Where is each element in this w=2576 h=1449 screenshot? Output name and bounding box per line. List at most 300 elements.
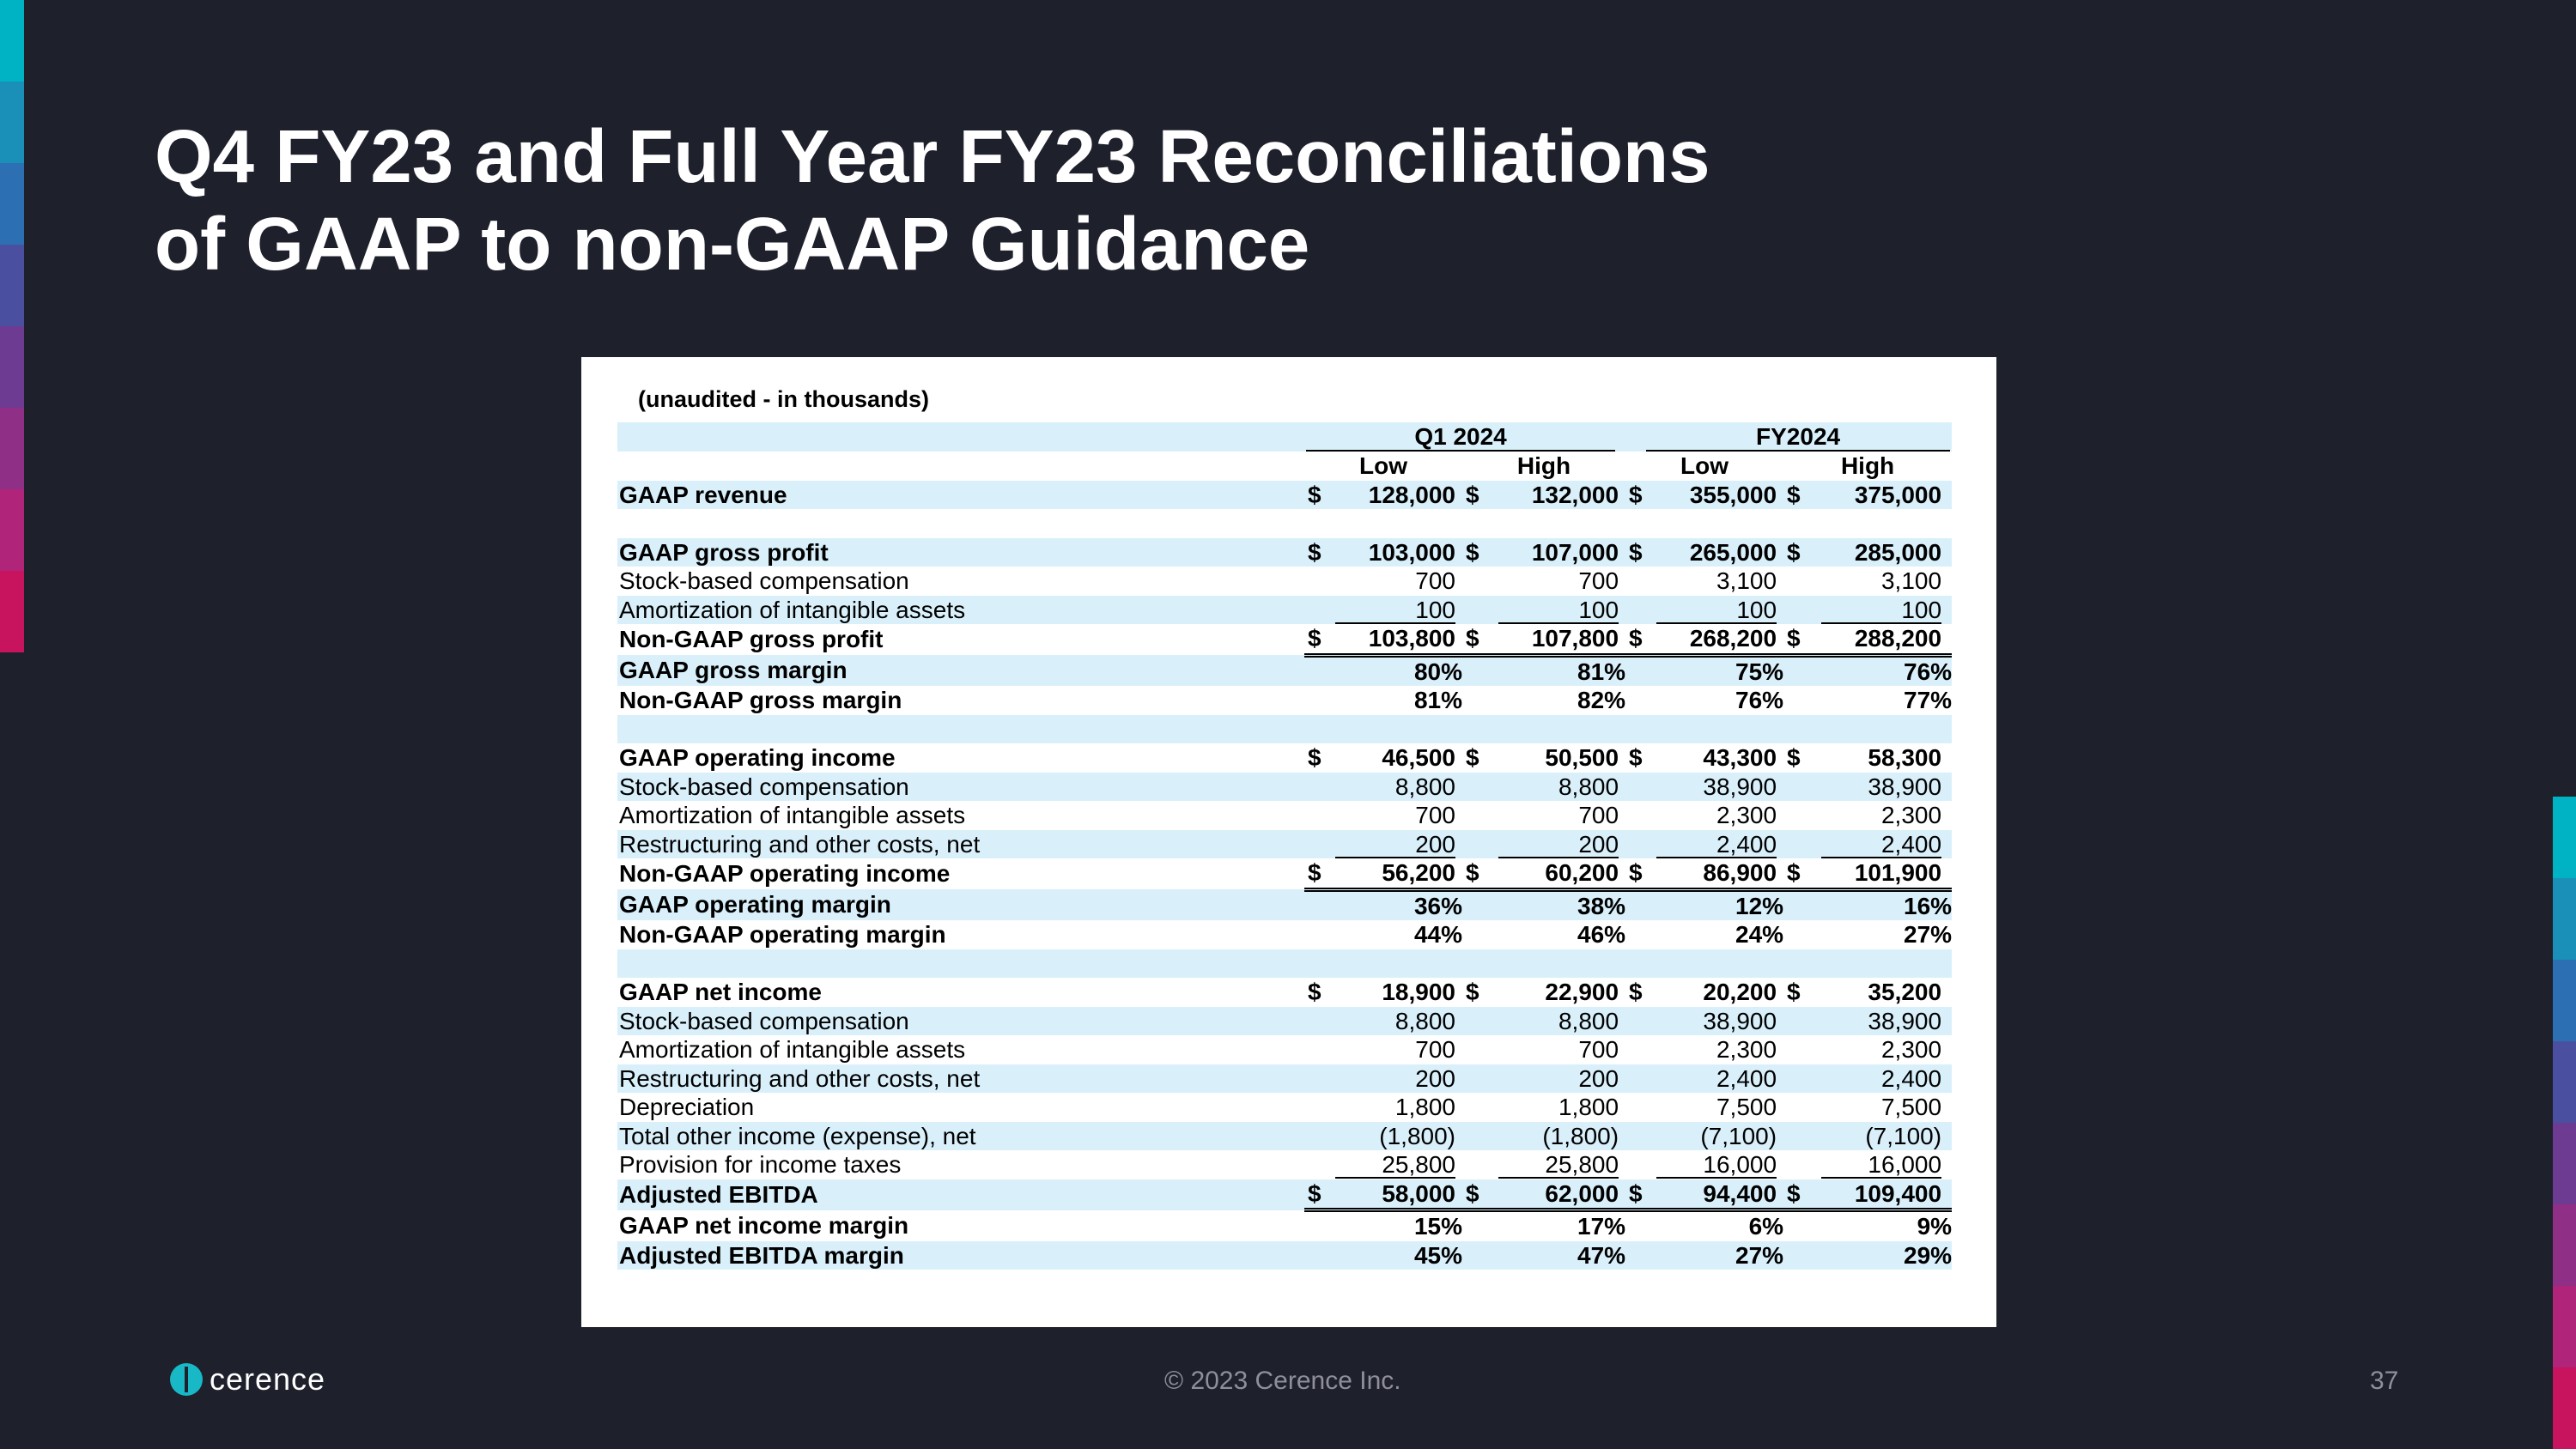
table-row bbox=[617, 1179, 1952, 1210]
currency-cell: $ bbox=[1304, 481, 1334, 510]
currency-cell: $ bbox=[1625, 624, 1655, 655]
currency-cell bbox=[1462, 567, 1492, 596]
value-cell: 265,000 bbox=[1655, 538, 1783, 567]
value-cell: 77% bbox=[1904, 687, 1953, 713]
value-cell: 1,800 bbox=[1558, 1094, 1619, 1120]
value-cell: 700 bbox=[1578, 567, 1619, 594]
table-row bbox=[617, 1241, 1952, 1270]
value-cell: 38,900 bbox=[1655, 773, 1783, 802]
currency-cell bbox=[1783, 567, 1813, 596]
currency-cell bbox=[1625, 773, 1655, 802]
accent-segment bbox=[2553, 1041, 2576, 1123]
accent-segment bbox=[2553, 797, 2576, 878]
currency-cell bbox=[1783, 830, 1813, 859]
currency-cell bbox=[1625, 655, 1655, 686]
currency-cell bbox=[1304, 596, 1334, 625]
currency-cell: $ bbox=[1629, 744, 1643, 771]
value-cell: 700 bbox=[1415, 1036, 1455, 1063]
value-text: 100 bbox=[1656, 598, 1777, 624]
value-cell: 8,800 bbox=[1334, 1007, 1462, 1036]
value-cell: 24% bbox=[1735, 921, 1784, 948]
slide-title-line-2: of GAAP to non-GAAP Guidance bbox=[155, 203, 1310, 286]
currency-cell: $ bbox=[1308, 744, 1321, 771]
currency-cell bbox=[1304, 830, 1334, 859]
currency-cell bbox=[1462, 920, 1492, 949]
table-row bbox=[617, 686, 1952, 715]
copyright-notice: © 2023 Cerence Inc. bbox=[1164, 1367, 1401, 1395]
row-label: Total other income (expense), net bbox=[617, 1122, 1304, 1151]
value-cell: 103,800 bbox=[1334, 624, 1462, 655]
row-label: GAAP operating income bbox=[619, 744, 896, 771]
currency-cell: $ bbox=[1625, 481, 1655, 510]
currency-cell: $ bbox=[1783, 481, 1813, 510]
value-cell bbox=[1492, 830, 1625, 859]
row-label: Non-GAAP operating margin bbox=[619, 921, 946, 948]
value-cell: 50,500 bbox=[1545, 744, 1619, 771]
row-label: Stock-based compensation bbox=[619, 567, 909, 594]
currency-cell: $ bbox=[1787, 744, 1801, 771]
currency-cell bbox=[1783, 1007, 1813, 1036]
cerence-logo bbox=[170, 1361, 325, 1397]
value-cell: 94,400 bbox=[1655, 1179, 1783, 1210]
currency-cell bbox=[1304, 1122, 1334, 1151]
currency-cell bbox=[1783, 1064, 1813, 1094]
currency-cell: $ bbox=[1625, 858, 1655, 889]
subheader bbox=[1625, 452, 1783, 481]
currency-cell: $ bbox=[1625, 1179, 1655, 1210]
currency-cell: $ bbox=[1462, 858, 1492, 889]
currency-cell: $ bbox=[1783, 624, 1813, 655]
subheader bbox=[1462, 452, 1625, 481]
logo-text: cerence bbox=[210, 1361, 326, 1397]
value-cell: 7,500 bbox=[1716, 1094, 1777, 1120]
value-cell: 1,800 bbox=[1394, 1094, 1455, 1120]
value-text: 16,000 bbox=[1821, 1153, 1941, 1179]
slide-title bbox=[155, 113, 1710, 288]
value-cell: 38% bbox=[1492, 889, 1625, 920]
value-cell bbox=[1492, 596, 1625, 625]
value-cell: 2,300 bbox=[1716, 1036, 1777, 1063]
table-row bbox=[617, 889, 1952, 920]
accent-segment bbox=[2553, 1123, 2576, 1204]
currency-cell: $ bbox=[1304, 858, 1334, 889]
currency-cell: $ bbox=[1783, 1179, 1813, 1210]
value-cell: 76% bbox=[1813, 655, 1952, 686]
row-label: GAAP net income bbox=[619, 979, 822, 1005]
row-label: Stock-based compensation bbox=[617, 773, 1304, 802]
currency-cell bbox=[1462, 1150, 1492, 1179]
value-cell: 8,800 bbox=[1492, 1007, 1625, 1036]
accent-segment bbox=[0, 82, 24, 163]
table-subtitle: (unaudited - in thousands) bbox=[638, 386, 929, 412]
value-cell: 17% bbox=[1577, 1213, 1626, 1240]
row-label: GAAP revenue bbox=[617, 481, 1304, 510]
value-cell: 128,000 bbox=[1334, 481, 1462, 510]
value-cell: 2,400 bbox=[1813, 1064, 1952, 1094]
currency-cell bbox=[1625, 830, 1655, 859]
table-row bbox=[617, 830, 1952, 859]
value-cell: 38,900 bbox=[1655, 1007, 1783, 1036]
table-row bbox=[617, 920, 1952, 949]
value-cell: 80% bbox=[1334, 655, 1462, 686]
value-cell: (7,100) bbox=[1813, 1122, 1952, 1151]
currency-cell: $ bbox=[1308, 979, 1321, 1005]
value-cell: 2,300 bbox=[1880, 802, 1942, 828]
value-cell: 45% bbox=[1334, 1241, 1462, 1270]
accent-segment bbox=[0, 245, 24, 326]
row-label: Provision for income taxes bbox=[619, 1151, 902, 1178]
value-cell: 109,400 bbox=[1813, 1179, 1952, 1210]
value-cell: 288,200 bbox=[1813, 624, 1952, 655]
value-cell: 38,900 bbox=[1813, 1007, 1952, 1036]
value-cell: 16% bbox=[1813, 889, 1952, 920]
currency-cell bbox=[1783, 889, 1813, 920]
accent-segment bbox=[0, 489, 24, 571]
currency-cell bbox=[1462, 1241, 1492, 1270]
table-row bbox=[617, 481, 1952, 510]
value-cell bbox=[1334, 1150, 1462, 1179]
currency-cell bbox=[1462, 1064, 1492, 1094]
row-label: Non-GAAP gross margin bbox=[619, 687, 902, 713]
currency-cell bbox=[1625, 1093, 1655, 1122]
row-label: Stock-based compensation bbox=[617, 1007, 1304, 1036]
value-text: 200 bbox=[1335, 833, 1455, 858]
value-text: 2,400 bbox=[1821, 833, 1941, 858]
period-header-row bbox=[617, 422, 1952, 452]
row-label: Adjusted EBITDA margin bbox=[617, 1241, 1304, 1270]
value-cell: 3,100 bbox=[1716, 567, 1777, 594]
left-accent-strip bbox=[0, 0, 24, 652]
reconciliation-table bbox=[617, 422, 1952, 1270]
period-header bbox=[1304, 422, 1625, 452]
currency-cell bbox=[1304, 567, 1334, 596]
value-text: 200 bbox=[1498, 833, 1619, 858]
value-text: 100 bbox=[1335, 598, 1455, 624]
currency-cell: $ bbox=[1783, 538, 1813, 567]
slide-title-line-1: Q4 FY23 and Full Year FY23 Reconciliations bbox=[155, 115, 1710, 198]
value-cell: 75% bbox=[1655, 655, 1783, 686]
accent-segment bbox=[0, 163, 24, 245]
currency-cell bbox=[1462, 1007, 1492, 1036]
currency-cell: $ bbox=[1462, 481, 1492, 510]
currency-cell bbox=[1304, 1035, 1334, 1064]
value-cell: (7,100) bbox=[1655, 1122, 1783, 1151]
cerence-logo-icon bbox=[170, 1363, 203, 1396]
currency-cell bbox=[1783, 1093, 1813, 1122]
row-label: Amortization of intangible assets bbox=[617, 596, 1304, 625]
currency-cell bbox=[1783, 1035, 1813, 1064]
value-cell: 15% bbox=[1413, 1213, 1462, 1240]
value-cell bbox=[1655, 596, 1783, 625]
spacer-row bbox=[617, 949, 1952, 979]
empty-cell bbox=[617, 452, 1304, 481]
row-label: GAAP gross profit bbox=[617, 538, 1304, 567]
currency-cell bbox=[1625, 567, 1655, 596]
value-cell: 103,000 bbox=[1334, 538, 1462, 567]
currency-cell bbox=[1625, 1122, 1655, 1151]
subheader bbox=[1304, 452, 1462, 481]
value-cell: 2,400 bbox=[1655, 1064, 1783, 1094]
value-cell: (1,800) bbox=[1492, 1122, 1625, 1151]
value-cell: 56,200 bbox=[1334, 858, 1462, 889]
subheader-label: High bbox=[1840, 452, 1895, 479]
currency-cell: $ bbox=[1625, 538, 1655, 567]
currency-cell bbox=[1462, 1210, 1492, 1241]
value-cell: 107,000 bbox=[1492, 538, 1625, 567]
accent-segment bbox=[2553, 1204, 2576, 1286]
currency-cell: $ bbox=[1629, 979, 1643, 1005]
row-label: GAAP gross margin bbox=[617, 655, 1304, 686]
row-label: Adjusted EBITDA bbox=[617, 1179, 1304, 1210]
value-text: 100 bbox=[1498, 598, 1619, 624]
currency-cell bbox=[1304, 1064, 1334, 1094]
accent-segment bbox=[2553, 878, 2576, 960]
currency-cell bbox=[1783, 596, 1813, 625]
value-cell: 2,300 bbox=[1880, 1036, 1942, 1063]
currency-cell bbox=[1783, 1210, 1813, 1241]
subheader-row bbox=[617, 452, 1952, 481]
reconciliation-panel bbox=[581, 357, 1996, 1327]
row-label: Depreciation bbox=[619, 1094, 755, 1120]
currency-cell bbox=[1462, 1122, 1492, 1151]
table-row bbox=[617, 567, 1952, 596]
currency-cell bbox=[1783, 773, 1813, 802]
value-cell: 58,000 bbox=[1334, 1179, 1462, 1210]
value-cell: 700 bbox=[1578, 802, 1619, 828]
currency-cell bbox=[1625, 1035, 1655, 1064]
table-row bbox=[617, 801, 1952, 830]
value-cell: 47% bbox=[1492, 1241, 1625, 1270]
currency-cell bbox=[1783, 920, 1813, 949]
currency-cell: $ bbox=[1462, 624, 1492, 655]
currency-cell: $ bbox=[1304, 624, 1334, 655]
value-cell bbox=[1655, 1150, 1783, 1179]
currency-cell bbox=[1625, 1007, 1655, 1036]
currency-cell bbox=[1783, 1122, 1813, 1151]
value-cell: 375,000 bbox=[1813, 481, 1952, 510]
value-cell: 27% bbox=[1655, 1241, 1783, 1270]
spacer-cell bbox=[617, 715, 1952, 744]
value-cell: 22,900 bbox=[1545, 979, 1619, 1005]
subheader bbox=[1783, 452, 1952, 481]
accent-segment bbox=[0, 408, 24, 489]
row-label: Amortization of intangible assets bbox=[619, 802, 966, 828]
value-cell: 101,900 bbox=[1813, 858, 1952, 889]
currency-cell bbox=[1462, 889, 1492, 920]
currency-cell bbox=[1625, 1241, 1655, 1270]
value-cell: 35,200 bbox=[1868, 979, 1942, 1005]
table-row bbox=[617, 1064, 1952, 1094]
value-cell: 38,900 bbox=[1813, 773, 1952, 802]
currency-cell bbox=[1625, 1210, 1655, 1241]
period-header bbox=[1625, 422, 1952, 452]
subheader-label: Low bbox=[1680, 452, 1729, 479]
currency-cell bbox=[1625, 801, 1655, 830]
row-label: GAAP operating margin bbox=[617, 889, 1304, 920]
currency-cell: $ bbox=[1304, 1179, 1334, 1210]
value-cell bbox=[1334, 830, 1462, 859]
value-cell: 12% bbox=[1655, 889, 1783, 920]
currency-cell bbox=[1462, 686, 1492, 715]
value-cell: 8,800 bbox=[1492, 773, 1625, 802]
accent-segment bbox=[0, 326, 24, 408]
value-cell: 200 bbox=[1334, 1064, 1462, 1094]
value-cell: 3,100 bbox=[1880, 567, 1942, 594]
value-cell: 43,300 bbox=[1703, 744, 1777, 771]
currency-cell: $ bbox=[1787, 979, 1801, 1005]
value-cell: 285,000 bbox=[1813, 538, 1952, 567]
table-row bbox=[617, 1150, 1952, 1179]
table-row bbox=[617, 1007, 1952, 1036]
value-cell: 81% bbox=[1492, 655, 1625, 686]
currency-cell bbox=[1304, 1210, 1334, 1241]
currency-cell bbox=[1625, 889, 1655, 920]
value-cell: 6% bbox=[1748, 1213, 1784, 1240]
currency-cell bbox=[1304, 686, 1334, 715]
currency-cell bbox=[1462, 596, 1492, 625]
currency-cell bbox=[1783, 801, 1813, 830]
value-cell: 107,800 bbox=[1492, 624, 1625, 655]
currency-cell bbox=[1304, 655, 1334, 686]
subheader-label: Low bbox=[1359, 452, 1407, 479]
currency-cell bbox=[1625, 1064, 1655, 1094]
empty-cell bbox=[617, 422, 1304, 452]
table-row bbox=[617, 1122, 1952, 1151]
currency-cell bbox=[1783, 686, 1813, 715]
currency-cell bbox=[1625, 596, 1655, 625]
value-cell bbox=[1813, 596, 1952, 625]
currency-cell bbox=[1462, 1035, 1492, 1064]
table-row bbox=[617, 978, 1952, 1007]
value-cell bbox=[1813, 830, 1952, 859]
currency-cell: $ bbox=[1462, 1179, 1492, 1210]
table-row bbox=[617, 624, 1952, 655]
currency-cell: $ bbox=[1462, 538, 1492, 567]
value-cell: 700 bbox=[1578, 1036, 1619, 1063]
value-cell: 9% bbox=[1917, 1213, 1953, 1240]
accent-segment bbox=[0, 571, 24, 652]
currency-cell: $ bbox=[1466, 744, 1479, 771]
value-cell: 76% bbox=[1735, 687, 1784, 713]
table-row bbox=[617, 655, 1952, 686]
value-cell: 8,800 bbox=[1334, 773, 1462, 802]
table-row bbox=[617, 773, 1952, 802]
accent-segment bbox=[2553, 1367, 2576, 1449]
value-cell: 700 bbox=[1415, 567, 1455, 594]
period-label: Q1 2024 bbox=[1306, 424, 1615, 452]
value-cell: 20,200 bbox=[1703, 979, 1777, 1005]
currency-cell bbox=[1304, 1093, 1334, 1122]
row-label: Non-GAAP operating income bbox=[619, 860, 951, 888]
row-label: Restructuring and other costs, net bbox=[617, 830, 1304, 859]
table-row bbox=[617, 1093, 1952, 1122]
currency-cell bbox=[1625, 1150, 1655, 1179]
row-label: Restructuring and other costs, net bbox=[617, 1064, 1304, 1094]
value-cell: 700 bbox=[1415, 802, 1455, 828]
value-text: 25,800 bbox=[1498, 1153, 1619, 1179]
value-cell bbox=[1492, 1150, 1625, 1179]
value-cell bbox=[1655, 830, 1783, 859]
period-label: FY2024 bbox=[1646, 424, 1950, 452]
currency-cell bbox=[1304, 801, 1334, 830]
value-cell: 355,000 bbox=[1655, 481, 1783, 510]
spacer-row bbox=[617, 509, 1952, 538]
currency-cell bbox=[1304, 889, 1334, 920]
value-cell: 18,900 bbox=[1382, 979, 1455, 1005]
value-cell: 36% bbox=[1334, 889, 1462, 920]
spacer-row bbox=[617, 715, 1952, 744]
currency-cell bbox=[1462, 1093, 1492, 1122]
currency-cell bbox=[1462, 801, 1492, 830]
value-cell: 268,200 bbox=[1655, 624, 1783, 655]
spacer-cell bbox=[617, 509, 1952, 538]
currency-cell bbox=[1304, 1241, 1334, 1270]
currency-cell bbox=[1783, 1241, 1813, 1270]
value-cell: 46% bbox=[1577, 921, 1626, 948]
value-cell: 2,300 bbox=[1716, 802, 1777, 828]
value-cell: 46,500 bbox=[1382, 744, 1455, 771]
accent-segment bbox=[0, 0, 24, 82]
value-cell bbox=[1334, 596, 1462, 625]
page-number: 37 bbox=[2370, 1367, 2399, 1395]
row-label: GAAP net income margin bbox=[619, 1211, 909, 1239]
table-row bbox=[617, 596, 1952, 625]
row-label: Amortization of intangible assets bbox=[619, 1036, 966, 1063]
table-row bbox=[617, 538, 1952, 567]
currency-cell: $ bbox=[1466, 979, 1479, 1005]
currency-cell bbox=[1783, 1150, 1813, 1179]
value-cell: 86,900 bbox=[1655, 858, 1783, 889]
value-cell: 60,200 bbox=[1492, 858, 1625, 889]
row-label: Non-GAAP gross profit bbox=[619, 626, 884, 653]
value-cell: 82% bbox=[1577, 687, 1626, 713]
value-cell bbox=[1813, 1150, 1952, 1179]
table-row bbox=[617, 743, 1952, 773]
subheader-label: High bbox=[1516, 452, 1571, 479]
value-cell: (1,800) bbox=[1334, 1122, 1462, 1151]
accent-segment bbox=[2553, 1286, 2576, 1367]
currency-cell bbox=[1625, 920, 1655, 949]
value-text: 25,800 bbox=[1335, 1153, 1455, 1179]
currency-cell bbox=[1462, 655, 1492, 686]
currency-cell bbox=[1304, 1007, 1334, 1036]
value-cell: 200 bbox=[1492, 1064, 1625, 1094]
value-text: 100 bbox=[1821, 598, 1941, 624]
value-cell: 44% bbox=[1413, 921, 1462, 948]
spacer-cell bbox=[617, 949, 1952, 979]
value-cell: 7,500 bbox=[1880, 1094, 1942, 1120]
value-text: 2,400 bbox=[1656, 833, 1777, 858]
value-cell: 29% bbox=[1813, 1241, 1952, 1270]
right-accent-strip bbox=[2553, 797, 2576, 1449]
value-cell: 132,000 bbox=[1492, 481, 1625, 510]
value-text: 16,000 bbox=[1656, 1153, 1777, 1179]
value-cell: 27% bbox=[1904, 921, 1953, 948]
currency-cell bbox=[1625, 686, 1655, 715]
value-cell: 58,300 bbox=[1868, 744, 1942, 771]
accent-segment bbox=[2553, 960, 2576, 1041]
table-row bbox=[617, 1210, 1952, 1241]
value-cell: 62,000 bbox=[1492, 1179, 1625, 1210]
currency-cell bbox=[1462, 773, 1492, 802]
currency-cell bbox=[1304, 1150, 1334, 1179]
currency-cell: $ bbox=[1783, 858, 1813, 889]
currency-cell: $ bbox=[1304, 538, 1334, 567]
currency-cell bbox=[1783, 655, 1813, 686]
value-cell: 81% bbox=[1413, 687, 1462, 713]
table-row bbox=[617, 1035, 1952, 1064]
currency-cell bbox=[1304, 773, 1334, 802]
